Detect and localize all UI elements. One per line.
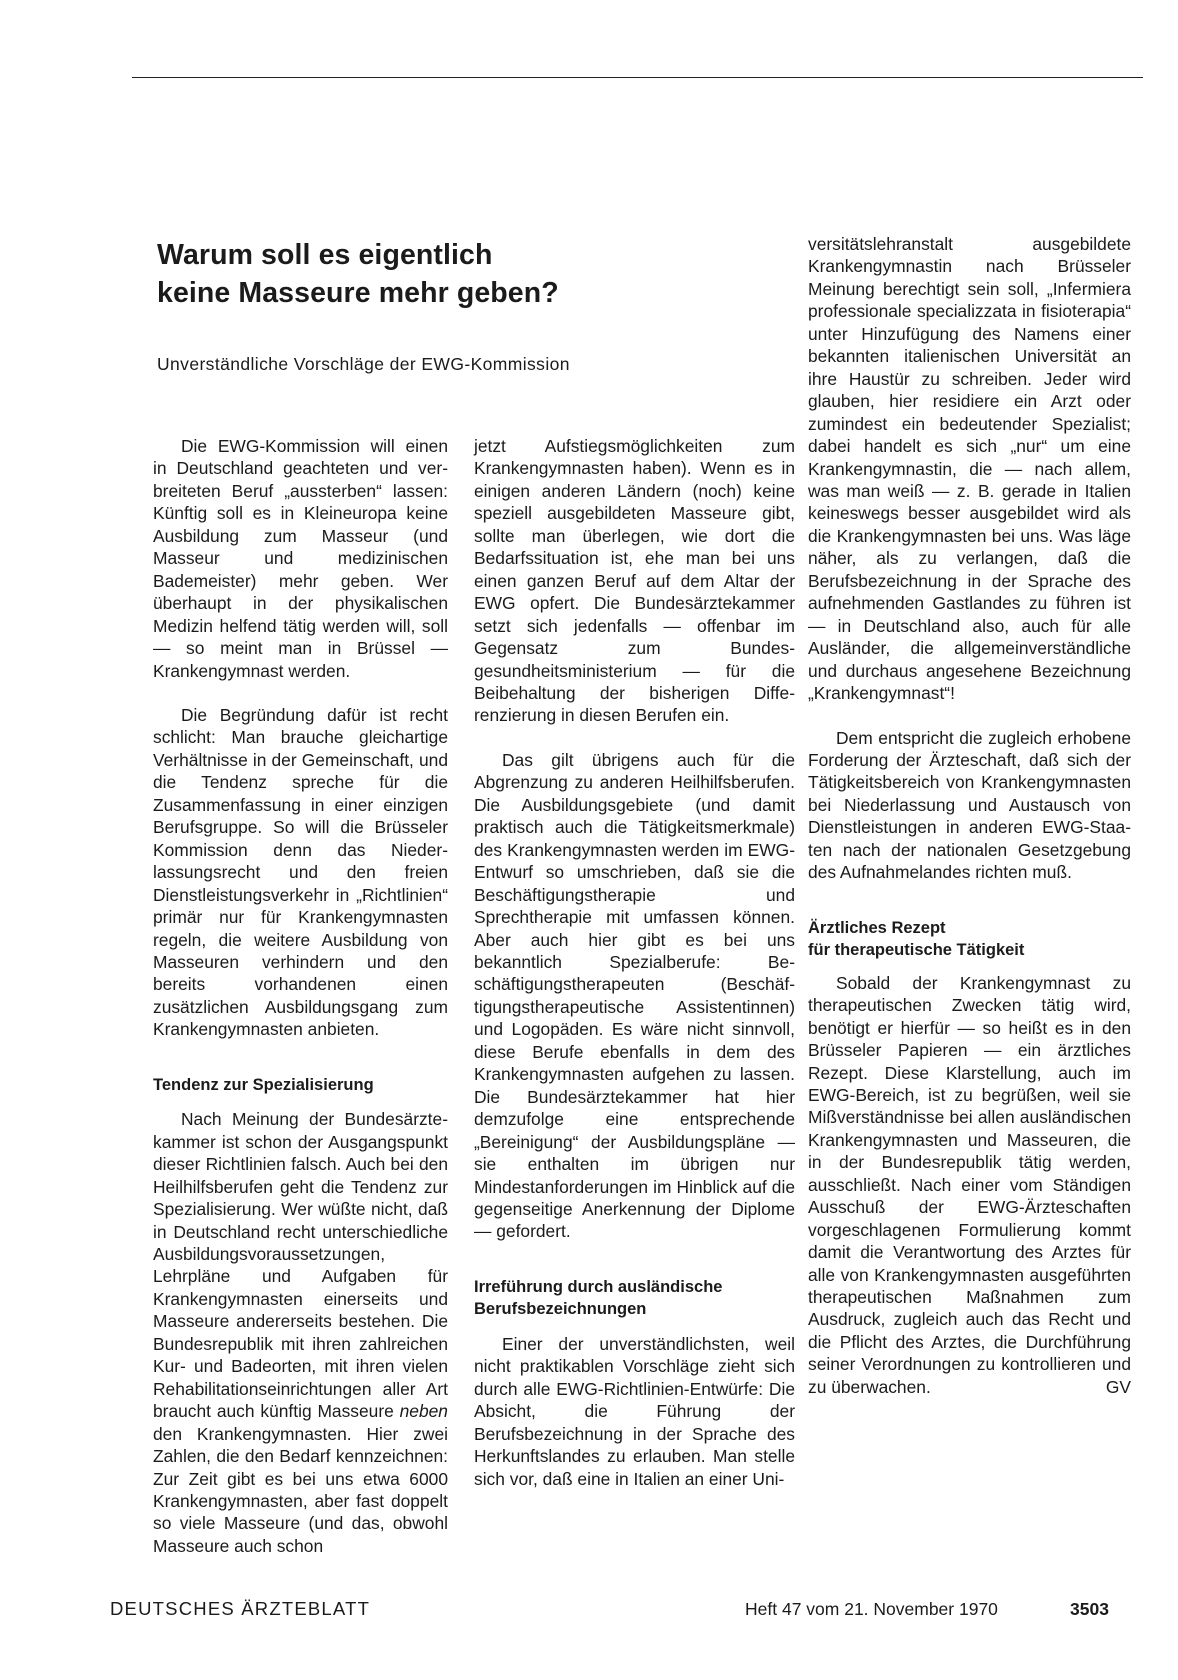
paragraph: Einer der unverständlichsten, weil nicht praktikablen Vorschläge zieht sich durch alle EWG-Richtlinien-Entwürfe: Die Absicht, die Führung der Berufsbezeichnung in der Sprache des Herkunftslandes zu erlauben. Man stelle sich vor, daß eine in Italien an einer Uni- xyxy=(474,1333,795,1489)
heading-line-1: Ärztliches Rezept xyxy=(808,918,946,937)
paragraph: Die EWG-Kommission will einen in Deutschland geachteten und verbreiteten Beruf „aussterben“ lassen: Künftig soll es in Kleineuropa keine Ausbildung zum Masseur (und Masseur und medizinischen Bademeister) mehr geben. Wer überhaupt in der physikalischen Medizin helfend tätig werden will, soll — so meint man in Brüssel — Krankengymnast werden. xyxy=(153,436,448,681)
article-title xyxy=(157,236,559,312)
paragraph: versitätslehranstalt ausgebildete Krankengymnastin nach Brüsseler Meinung berechtigt sein soll, „Infermiera professionale specializzata in fisioterapia“ unter Hinzufügung des Namens einer bekannten italienischen Universität an ihre Haustür zu schreiben. Jeder wird glauben, hier residiere ein Arzt oder zumindest ein bedeutender Spezialist; dabei handelt es sich „nur“ um eine Krankengymnastin, die — nach allem, was man weiß — z. B. gerade in Italien keineswegs besser ausgebildet wird als die Krankengymnasten bei uns. Was läge näher, als zu verlangen, daß die Berufsbezeichnung in der Sprache des aufnehmenden Gastlandes zu führen ist — in Deutschland also, auch für alle Ausländer, die allgemeinverständliche und durchaus angesehene Bezeichnung „Krankengymnast“! xyxy=(808,234,1131,704)
section-heading: Tendenz zur Spezialisierung xyxy=(153,1075,374,1094)
page-number: 3503 xyxy=(1070,1599,1109,1619)
emphasis-text: neben xyxy=(399,1401,448,1422)
column-1 xyxy=(153,435,448,1557)
column-3 xyxy=(808,233,1131,1398)
paragraph-text: Sobald der Krankengymnast zu therapeutischen Zwecken tätig wird, benötigt er hierfür — so heißt es in den Brüsseler Papieren — ein ärztliches Rezept. Diese Klarstellung, auch im EWG-Bereich, ist zu begrüßen, weil sie Mißverständnisse bei allen ausländischen Krankengymnasten und Masseuren, die in der Bundesrepublik tätig werden, ausschließt. Nach einer vom Ständigen Ausschuß der EWG-Ärzteschaften vorgeschlagenen Formulierung kommt damit die Verantwortung des Arztes für alle von Krankengymnasten ausgeführten therapeutischen Maßnahmen zum Ausdruck, zugleich auch das Recht und die Pflicht des Arztes, die Durchführung seiner Verordnungen zu kontrollieren und zu überwachen. xyxy=(808,972,1131,1397)
paragraph: Dem entspricht die zugleich erhobene Forderung der Ärzteschaft, daß sich der Tätigkeitsbereich von Krankengymnasten bei Niederlassung und Austausch von Dienstleistungen in anderen EWG-Staaten nach der nationalen Gesetzgebung des Aufnahmelandes richten muß. xyxy=(808,727,1131,883)
author-signature: GV xyxy=(1105,1376,1131,1397)
publication-name: DEUTSCHES ÄRZTEBLATT xyxy=(110,1598,371,1619)
paragraph-text: Nach Meinung der Bundesärztekammer ist schon der Ausgangspunkt dieser Richtlinien falsch. Auch bei den Heilhilfsberufen geht die Tendenz zur Spezialisierung. Wer wüßte nicht, daß in Deutschland recht unterschiedliche Ausbildungsvoraussetzungen, Lehrpläne und Aufgaben für Krankengymnasten einerseits und Masseure andererseits bestehen. Die Bundesrepublik mit ihren zahlreichen Kur- und Badeorten, mit ihren vielen Rehabilitationseinrichtungen aller Art braucht auch künftig Masseure xyxy=(153,1109,448,1422)
issue-info: Heft 47 vom 21. November 1970 xyxy=(745,1599,998,1619)
paragraph: jetzt Aufstiegsmöglichkeiten zum Krankengymnasten haben). Wenn es in einigen anderen Ländern (noch) keine speziell ausgebildeten Masseure gibt, sollte man überlegen, wie dort die Bedarfssituation ist, ehe man bei uns einen ganzen Beruf auf dem Altar der EWG opfert. Die Bundesärztekammer setzt sich jedenfalls — offenbar im Gegensatz zum Bundesgesundheitsministerium — für die Beibehaltung der bisherigen Differenzierung in diesen Berufen ein. xyxy=(474,436,795,726)
title-line-1: Warum soll es eigentlich xyxy=(157,239,493,271)
paragraph: Die Begründung dafür ist recht schlicht: Man brauche gleichartige Verhältnisse in der Gemeinschaft, und die Tendenz spreche für die Zusammenfassung in einer einzigen Berufsgruppe. So will die Brüsseler Kommission denn das Niederlassungsrecht und den freien Dienstleistungsverkehr in „Richtlinien“ primär nur für Krankengymnasten regeln, die weitere Ausbildung von Masseuren verhindern und den bereits vorhandenen einen zusätzlichen Ausbildungsgang zum Krankengymnasten anbieten. xyxy=(153,704,448,1040)
paragraph: Das gilt übrigens auch für die Abgrenzung zu anderen Heilhilfsberufen. Die Ausbildungsgebiete (und damit praktisch auch die Tätigkeitsmerkmale) des Krankengymnasten werden im EWG-Entwurf so umschrieben, daß sie die Beschäftigungstherapie und Sprechtherapie mit umfassen können. Aber auch hier gibt es bei uns bekanntlich Spezialberufe: Beschäftigungstherapeuten (Beschäftigungstherapeutische Assistentinnen) und Logopäden. Es wäre nicht sinnvoll, diese Berufe ebenfalls in dem des Krankengymnasten aufgehen zu lassen. Die Bundesärztekammer hat hier demzufolge eine entsprechende „Bereinigung“ der Ausbildungspläne — sie enthalten im übrigen nur Mindestanforderungen im Hinblick auf die gegenseitige Anerkennung der Diplome — gefordert. xyxy=(474,749,795,1242)
heading-line-2: Berufsbezeichnungen xyxy=(474,1300,647,1319)
title-line-2: keine Masseure mehr geben? xyxy=(157,277,559,309)
section-heading xyxy=(808,917,1131,962)
paragraph xyxy=(808,972,1131,1399)
section-heading xyxy=(474,1276,795,1321)
column-2 xyxy=(474,435,795,1490)
heading-line-1: Irreführung durch ausländische xyxy=(474,1277,723,1296)
paragraph-text: den Krankengymnasten. Hier zwei Zahlen, die den Bedarf kennzeichnen: Zur Zeit gibt es bei uns etwa 6000 Krankengymnasten, aber fast doppelt so viele Masseure (und das, obwohl Masseure auch schon xyxy=(153,1423,448,1556)
paragraph xyxy=(153,1108,448,1557)
heading-line-2: für therapeutische Tätigkeit xyxy=(808,941,1025,960)
article-subtitle: Unverständliche Vorschläge der EWG-Kommission xyxy=(157,354,570,374)
top-rule xyxy=(132,77,1143,78)
